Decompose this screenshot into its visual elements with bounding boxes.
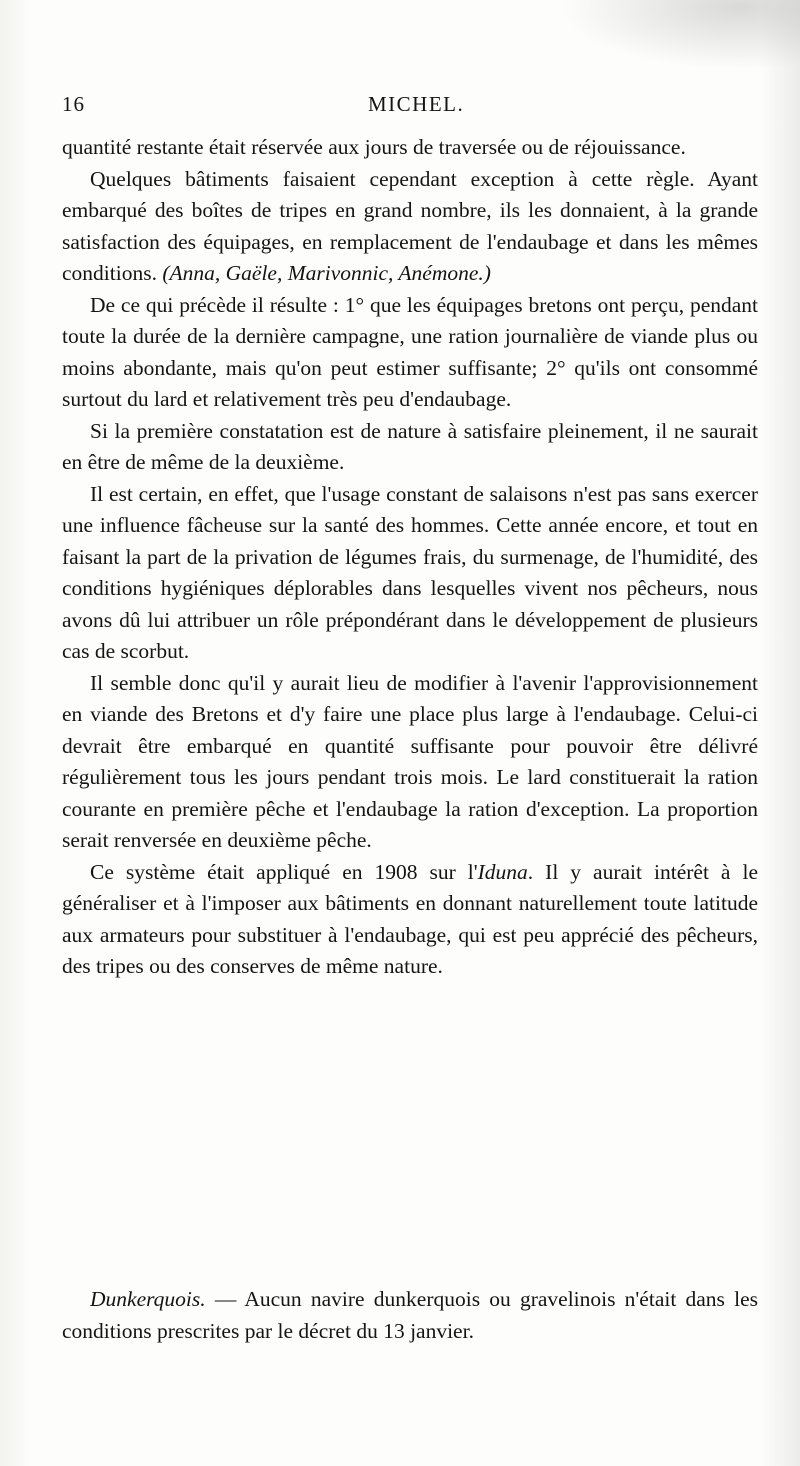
page-header (62, 92, 762, 122)
paragraph-7-before: Ce système était appliqué en 1908 sur l' (90, 859, 478, 884)
dunkerquois-section (62, 1284, 758, 1347)
scan-smudge (560, 0, 800, 70)
paragraph-5: Il est certain, en effet, que l'usage constant de salaisons n'est pas sans exercer une influence fâcheuse sur la santé des hommes. Cette année encore, et tout en faisant la part de la privation de légumes frais, du surmenage, de l'humidité, des conditions hygiéniques déplorables dans lesquelles vivent nos pêcheurs, nous avons dû lui attribuer un rôle prépondérant dans le développement de plusieurs cas de scorbut. (62, 481, 758, 663)
paragraph-7 (62, 857, 758, 983)
ship-names: (Anna, Gaële, Marivonnic, Anémone.) (162, 261, 491, 285)
paragraph-7-after: . Il y aurait intérêt à le généraliser et à l'imposer aux bâtiments en donnant naturellement toute latitude aux armateurs pour substituer à l'endaubage, qui est peu apprécié des pêcheurs, des tripes ou des conserves de même nature. (62, 859, 758, 978)
paragraph-3: De ce qui précède il résulte : 1° que les équipages bretons ont perçu, pendant toute la durée de la dernière campagne, une ration journalière de viande plus ou moins abondante, mais qu'on peut estimer suffisante; 2° qu'ils ont consommé surtout du lard et relativement très peu d'endaubage. (62, 292, 758, 411)
paragraph-4: Si la première constatation est de nature à satisfaire pleinement, il ne saurait en être de même de la deuxième. (62, 418, 758, 474)
paragraph-2 (62, 164, 758, 290)
running-head: MICHEL. (368, 92, 465, 116)
ship-name-iduna: Iduna (477, 859, 528, 884)
section-text: — Aucun navire dunkerquois ou gravelinois n'était dans les conditions prescrites par le décret du 13 janvier. (62, 1287, 758, 1343)
section-lead: Dunkerquois. (90, 1287, 206, 1311)
paragraph-6: Il semble donc qu'il y aurait lieu de modifier à l'avenir l'approvisionnement en viande des Bretons et d'y faire une place plus large à l'endaubage. Celui-ci devrait être embarqué en quantité suffisante pour pouvoir être délivré régulièrement tous les jours pendant trois mois. Le lard constituerait la ration courante en première pêche et l'endaubage la ration d'exception. La proportion serait renversée en deuxième pêche. (62, 670, 758, 852)
paragraph-1: quantité restante était réservée aux jours de traversée ou de réjouissance. (62, 135, 686, 159)
page-number: 16 (62, 92, 85, 116)
paragraph-2-text: Quelques bâtiments faisaient cependant exception à cette règle. Ayant embarqué des boîtes de tripes en grand nombre, ils les donnaient, à la grande satisfaction des équipages, en remplacement de l'endaubage et dans les mêmes conditions. (62, 166, 758, 285)
body-text (62, 132, 758, 983)
dunkerquois-paragraph (62, 1284, 758, 1347)
